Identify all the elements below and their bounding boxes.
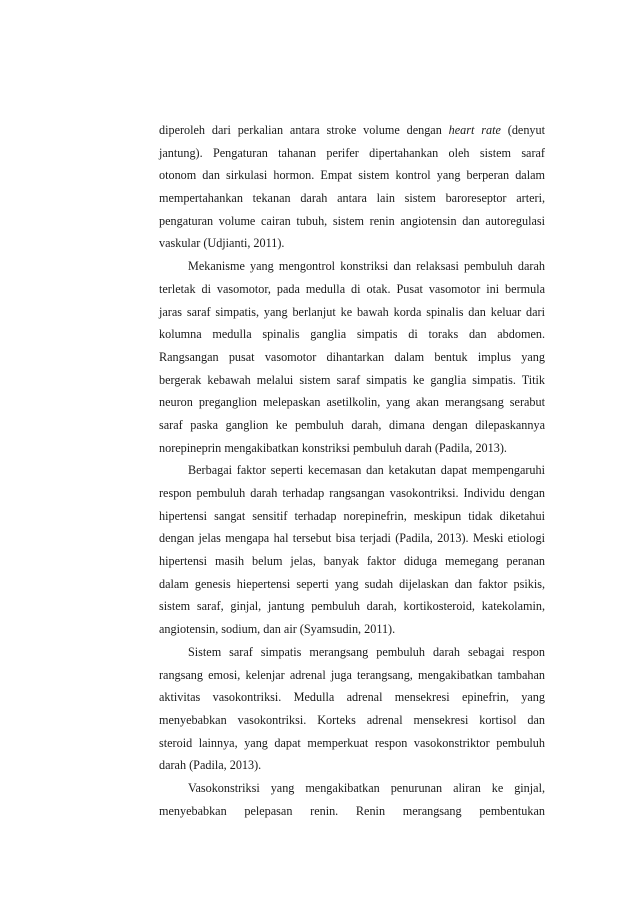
italic-term: heart rate	[448, 123, 501, 137]
text-segment: Mekanisme yang mengontrol konstriksi dan relaksasi pembuluh darah	[188, 259, 545, 274]
text-segment: pengaturan volume cairan tubuh, sistem renin angiotensin dan autoregulasi	[159, 213, 545, 228]
text-segment: aktivitas vasokontriksi. Medulla adrenal mensekresi epinefrin, yang	[159, 690, 545, 705]
text-line	[159, 686, 545, 709]
text-segment: bergerak kebawah melalui sistem saraf simpatis ke ganglia simpatis. Titik	[159, 372, 545, 387]
text-segment: menyebabkan pelepasan renin. Renin merangsang pembentukan	[159, 803, 545, 818]
text-line	[159, 664, 545, 687]
text-segment: neuron preganglion melepaskan asetilkolin, yang akan merangsang serabut	[159, 395, 545, 410]
text-line	[159, 119, 545, 142]
text-segment: rangsang emosi, kelenjar adrenal juga terangsang, mengakibatkan tambahan	[159, 667, 545, 682]
text-segment: dalam genesis hiepertensi seperti yang sudah dijelaskan dan faktor psikis,	[159, 576, 545, 591]
paragraph	[159, 641, 545, 777]
text-line	[159, 232, 545, 255]
text-segment: Rangsangan pusat vasomotor dihantarkan dalam bentuk implus yang	[159, 349, 545, 364]
text-line	[159, 709, 545, 732]
text-line	[159, 414, 545, 437]
text-segment: Sistem saraf simpatis merangsang pembuluh darah sebagai respon	[188, 644, 545, 659]
paragraph	[159, 255, 545, 459]
text-segment: kolumna medulla spinalis ganglia simpatis di toraks dan abdomen.	[159, 327, 545, 342]
text-line	[159, 323, 545, 346]
text-segment: dengan jelas mengapa hal tersebut bisa terjadi (Padila, 2013). Meski etiologi	[159, 531, 545, 546]
text-segment: hipertensi masih belum jelas, banyak faktor diduga memegang peranan	[159, 554, 545, 569]
text-segment: sistem saraf, ginjal, jantung pembuluh darah, kortikosteroid, katekolamin,	[159, 599, 545, 614]
paragraph	[159, 459, 545, 641]
text-segment: hipertensi sangat sensitif terhadap norepinefrin, meskipun tidak diketahui	[159, 508, 545, 523]
text-segment: steroid lainnya, yang dapat memperkuat respon vasokonstriktor pembuluh	[159, 735, 545, 750]
text-segment: Berbagai faktor seperti kecemasan dan ketakutan dapat mempengaruhi	[188, 463, 545, 478]
text-line	[159, 754, 545, 777]
text-line	[159, 618, 545, 641]
body-text	[159, 119, 545, 822]
text-segment: jaras saraf simpatis, yang berlanjut ke bawah korda spinalis dan keluar dari	[159, 304, 545, 319]
text-line	[159, 505, 545, 528]
text-segment: norepineprin mengakibatkan konstriksi pembuluh darah (Padila, 2013).	[159, 440, 507, 455]
text-segment: otonom dan sirkulasi hormon. Empat sistem kontrol yang berperan dalam	[159, 168, 545, 183]
text-line	[159, 437, 545, 460]
text-segment: menyebabkan vasokontriksi. Korteks adrenal mensekresi kortisol dan	[159, 712, 545, 727]
text-line	[159, 278, 545, 301]
paragraph	[159, 777, 545, 822]
text-line	[159, 641, 545, 664]
text-line	[159, 459, 545, 482]
text-line	[159, 187, 545, 210]
text-line	[159, 142, 545, 165]
text-segment: Vasokonstriksi yang mengakibatkan penurunan aliran ke ginjal,	[188, 780, 545, 795]
paragraph	[159, 119, 545, 255]
text-line	[159, 800, 545, 823]
text-line	[159, 777, 545, 800]
text-line	[159, 255, 545, 278]
text-segment: respon pembuluh darah terhadap rangsangan vasokontriksi. Individu dengan	[159, 486, 545, 500]
text-line	[159, 550, 545, 573]
text-line	[159, 595, 545, 618]
text-line	[159, 369, 545, 392]
text-line	[159, 527, 545, 550]
text-line	[159, 391, 545, 414]
text-line	[159, 301, 545, 324]
text-segment: (denyut	[500, 123, 545, 137]
text-segment: saraf paska ganglion ke pembuluh darah, dimana dengan dilepaskannya	[159, 417, 545, 432]
text-line	[159, 482, 545, 505]
text-segment: mempertahankan tekanan darah antara lain sistem baroreseptor arteri,	[159, 191, 545, 206]
text-line	[159, 164, 545, 187]
text-segment: jantung). Pengaturan tahanan perifer dipertahankan oleh sistem saraf	[159, 145, 545, 160]
text-segment: terletak di vasomotor, pada medulla di otak. Pusat vasomotor ini bermula	[159, 281, 545, 296]
text-segment: angiotensin, sodium, dan air (Syamsudin, 2011).	[159, 622, 396, 637]
text-segment: vaskular (Udjianti, 2011).	[159, 236, 285, 251]
text-line	[159, 573, 545, 596]
text-line	[159, 732, 545, 755]
text-segment: darah (Padila, 2013).	[159, 758, 262, 773]
text-line	[159, 210, 545, 233]
text-line	[159, 346, 545, 369]
text-segment: diperoleh dari perkalian antara stroke volume dengan	[159, 123, 449, 137]
